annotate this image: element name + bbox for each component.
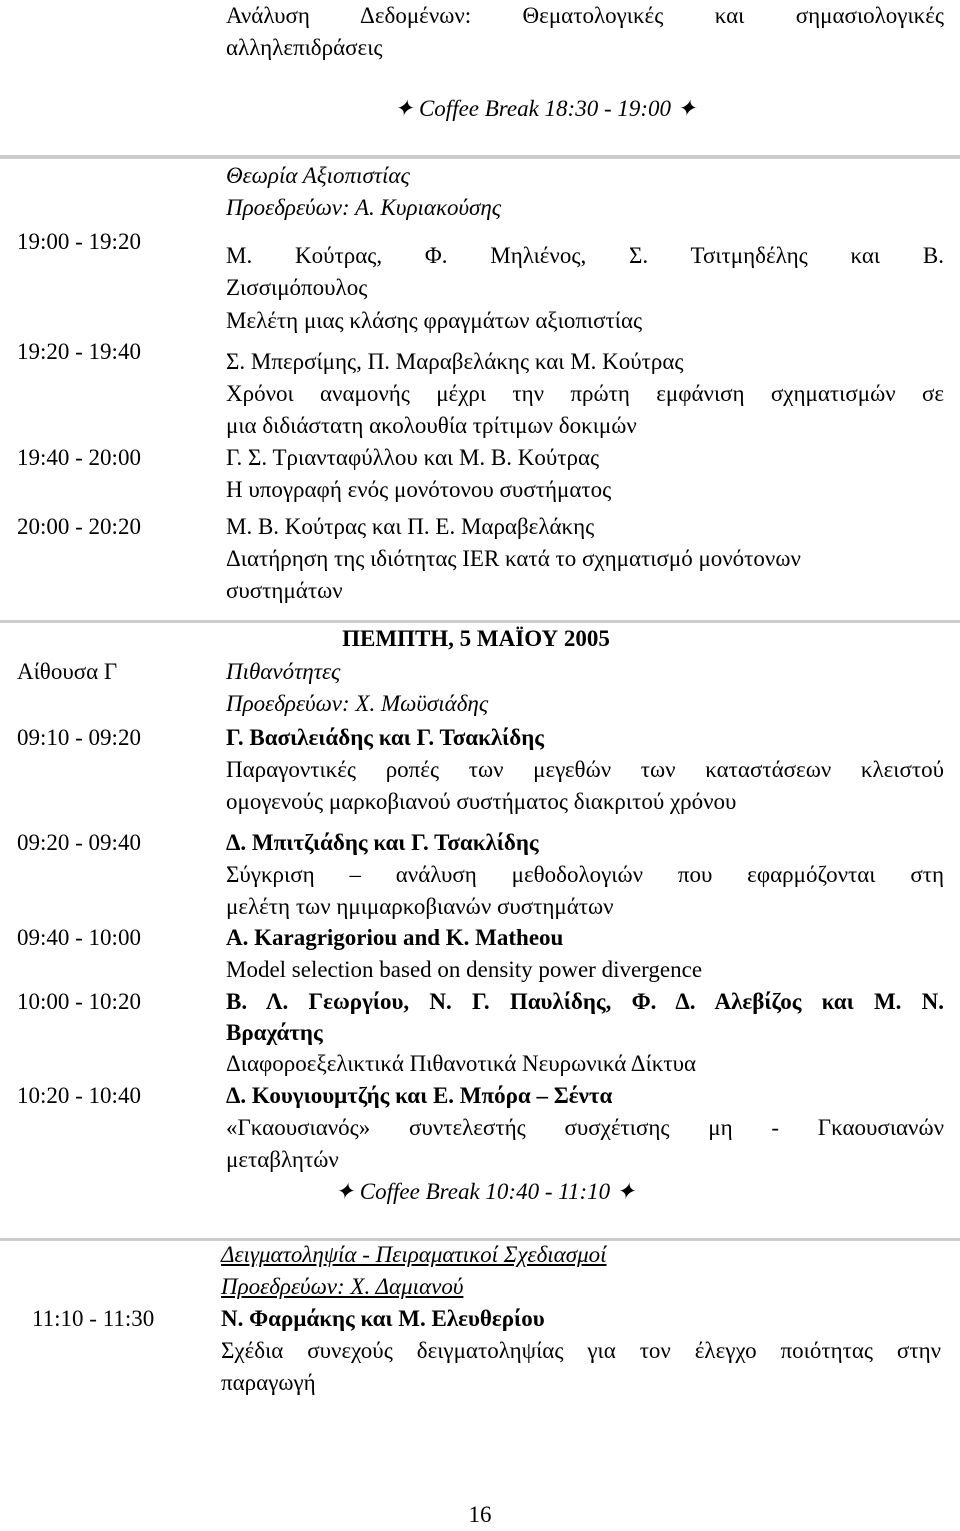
talk-authors: Μ. Β. Κούτρας και Π. Ε. Μαραβελάκης (226, 514, 595, 539)
talk-title: Διατήρηση της ιδιότητας IER κατά το σχηματισμό μονότονων (226, 546, 801, 571)
talk-title-cont: μελέτη των ημιμαρκοβιανών συστημάτων (226, 894, 614, 919)
talk-time: 09:40 - 10:00 (17, 925, 141, 950)
talk-time: 19:00 - 19:20 (17, 229, 141, 254)
prev-talk-title-line1: Ανάλυση Δεδομένων: Θεματολογικές και σημασιολογικές (226, 3, 944, 28)
talk-title: Χρόνοι αναμονής μέχρι την πρώτη εμφάνιση σχηματισμών σε (226, 381, 944, 406)
talk-time: 11:10 - 11:30 (32, 1306, 155, 1331)
page-number: 16 (468, 1502, 492, 1527)
coffee-break-2: ✦ Coffee Break 10:40 - 11:10 ✦ (334, 1179, 636, 1204)
talk-time: 19:40 - 20:00 (17, 445, 141, 470)
session-band (0, 155, 960, 159)
talk-time: 19:20 - 19:40 (17, 339, 141, 364)
talk-title: Διαφοροεξελικτικά Πιθανοτικά Νευρωνικά Δίκτυα (226, 1051, 697, 1076)
session-chair: Προεδρεύων: Χ. Μωϋσιάδης (226, 691, 489, 716)
talk-title-cont: συστημάτων (226, 578, 343, 603)
session-title: Θεωρία Αξιοπιστίας (226, 163, 410, 188)
talk-authors-cont: Βραχάτης (226, 1020, 323, 1045)
day-heading: ΠΕΜΠΤΗ, 5 ΜΑΪΟΥ 2005 (342, 626, 610, 651)
talk-authors: Γ. Βασιλειάδης και Γ. Τσακλίδης (226, 725, 544, 750)
talk-authors: Γ. Σ. Τριανταφύλλου και Μ. Β. Κούτρας (226, 445, 600, 470)
talk-time: 10:20 - 10:40 (17, 1083, 141, 1108)
talk-title: Σχέδια συνεχούς δειγματοληψίας για τον έλεγχο ποιότητας στην (221, 1338, 941, 1363)
talk-time: 20:00 - 20:20 (17, 514, 141, 539)
talk-title-cont: μεταβλητών (226, 1147, 339, 1172)
talk-title: «Γκαουσιανός» συντελεστής συσχέτισης μη - Γκαουσιανών (226, 1115, 944, 1140)
talk-title: Model selection based on density power divergence (226, 957, 703, 982)
prev-talk-title-line2: αλληλεπιδράσεις (226, 35, 383, 60)
talk-title: Μελέτη μιας κλάσης φραγμάτων αξιοπιστίας (226, 308, 643, 333)
session-chair: Προεδρεύων: Α. Κυριακούσης (226, 195, 502, 220)
talk-authors: Σ. Μπερσίμης, Π. Μαραβελάκης και Μ. Κούτρας (226, 349, 684, 374)
room-label: Αίθουσα Γ (17, 659, 118, 684)
talk-time: 09:10 - 09:20 (17, 725, 141, 750)
talk-time: 10:00 - 10:20 (17, 989, 141, 1014)
session-title: Πιθανότητες (226, 659, 341, 684)
session-chair: Προεδρεύων: Χ. Δαμιανού (221, 1274, 464, 1299)
talk-time: 09:20 - 09:40 (17, 830, 141, 855)
session-title: Δειγματοληψία - Πειραματικοί Σχεδιασμοί (221, 1242, 607, 1267)
talk-authors: Β. Λ. Γεωργίου, Ν. Γ. Παυλίδης, Φ. Δ. Αλεβίζος και Μ. Ν. (226, 989, 944, 1014)
coffee-break-1: ✦ Coffee Break 18:30 - 19:00 ✦ (393, 96, 697, 121)
talk-title: Η υπογραφή ενός μονότονου συστήματος (226, 477, 612, 502)
talk-authors: Δ. Κουγιουμτζής και Ε. Μπόρα – Σέντα (226, 1083, 613, 1108)
talk-authors: Ν. Φαρμάκης και Μ. Ελευθερίου (221, 1306, 545, 1331)
talk-title: Σύγκριση – ανάλυση μεθοδολογιών που εφαρμόζονται στη (226, 862, 944, 887)
talk-authors: Μ. Κούτρας, Φ. Μηλιένος, Σ. Τσιτμηδέλης και Β. (226, 243, 944, 268)
talk-title-cont: μια διδιάστατη ακολουθία τρίτιμων δοκιμών (226, 413, 637, 438)
talk-authors: Δ. Μπιτζιάδης και Γ. Τσακλίδης (226, 830, 539, 855)
talk-title-cont: ομογενούς μαρκοβιανού συστήματος διακριτού χρόνου (226, 789, 737, 814)
talk-authors-cont: Ζισσιμόπουλος (226, 275, 368, 300)
talk-authors: A. Karagrigoriou and K. Matheou (226, 925, 564, 950)
talk-title-cont: παραγωγή (221, 1370, 316, 1395)
talk-title: Παραγοντικές ροπές των μεγεθών των καταστάσεων κλειστού (226, 757, 944, 782)
